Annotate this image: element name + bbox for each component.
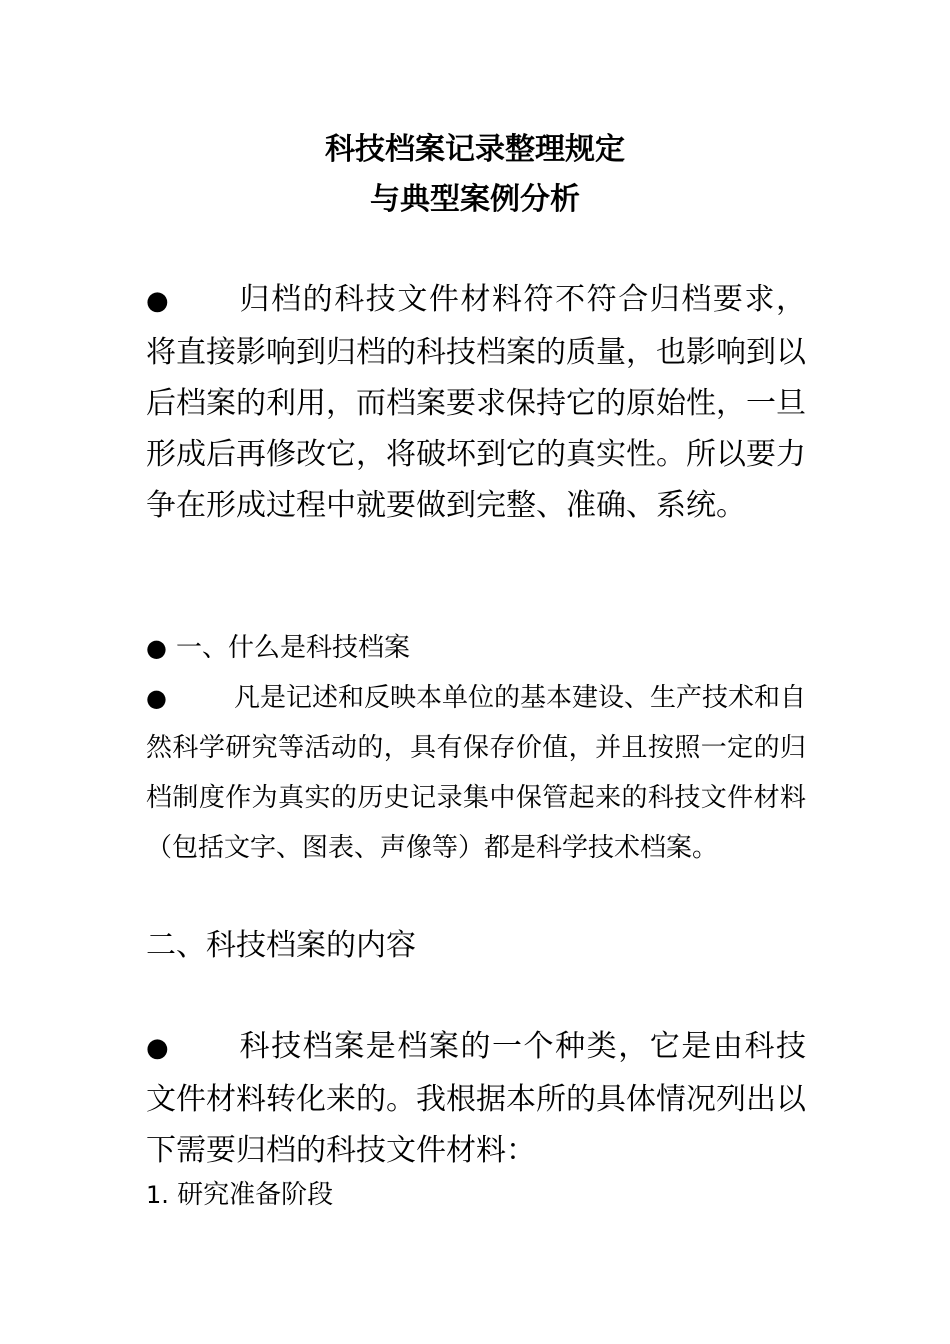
bullet-icon: ● [146, 1033, 169, 1063]
document-title-line-1: 科技档案记录整理规定 [325, 132, 625, 167]
section-1-heading-text: 一、什么是科技档案 [176, 633, 411, 663]
section-2-body-text: 科技档案是档案的一个种类，它是由科技文件材料转化来的。我根据本所的具体情况列出以下需要归档的科技文件材料： [146, 1029, 806, 1168]
list-item-label: 研究准备阶段 [177, 1180, 334, 1210]
intro-paragraph-text: 归档的科技文件材料符不符合归档要求，将直接影响到归档的科技档案的质量，也影响到以后档案的利用，而档案要求保持它的原始性，一旦形成后再修改它，将破坏到它的真实性。所以要力争在形成过程中就要做到完整、准确、系统。 [146, 282, 806, 523]
section-1-heading [146, 623, 806, 673]
section-2-heading: 二、科技档案的内容 [146, 928, 416, 963]
document-title-line-2: 与典型案例分析 [370, 182, 580, 217]
list-item-1 [146, 1170, 806, 1220]
section-1-body-text: 凡是记述和反映本单位的基本建设、生产技术和自然科学研究等活动的，具有保存价值，并且按照一定的归档制度作为真实的历史记录集中保管起来的科技文件材料（包括文字、图表、声像等）都是科学技术档案。 [146, 683, 807, 863]
bullet-icon: ● [146, 286, 169, 316]
bullet-icon: ● [146, 634, 167, 662]
intro-paragraph [146, 274, 806, 531]
list-item-number: 1. [146, 1181, 169, 1209]
section-1-body [146, 673, 806, 873]
bullet-icon: ● [146, 684, 167, 712]
section-2-body [146, 1021, 806, 1176]
